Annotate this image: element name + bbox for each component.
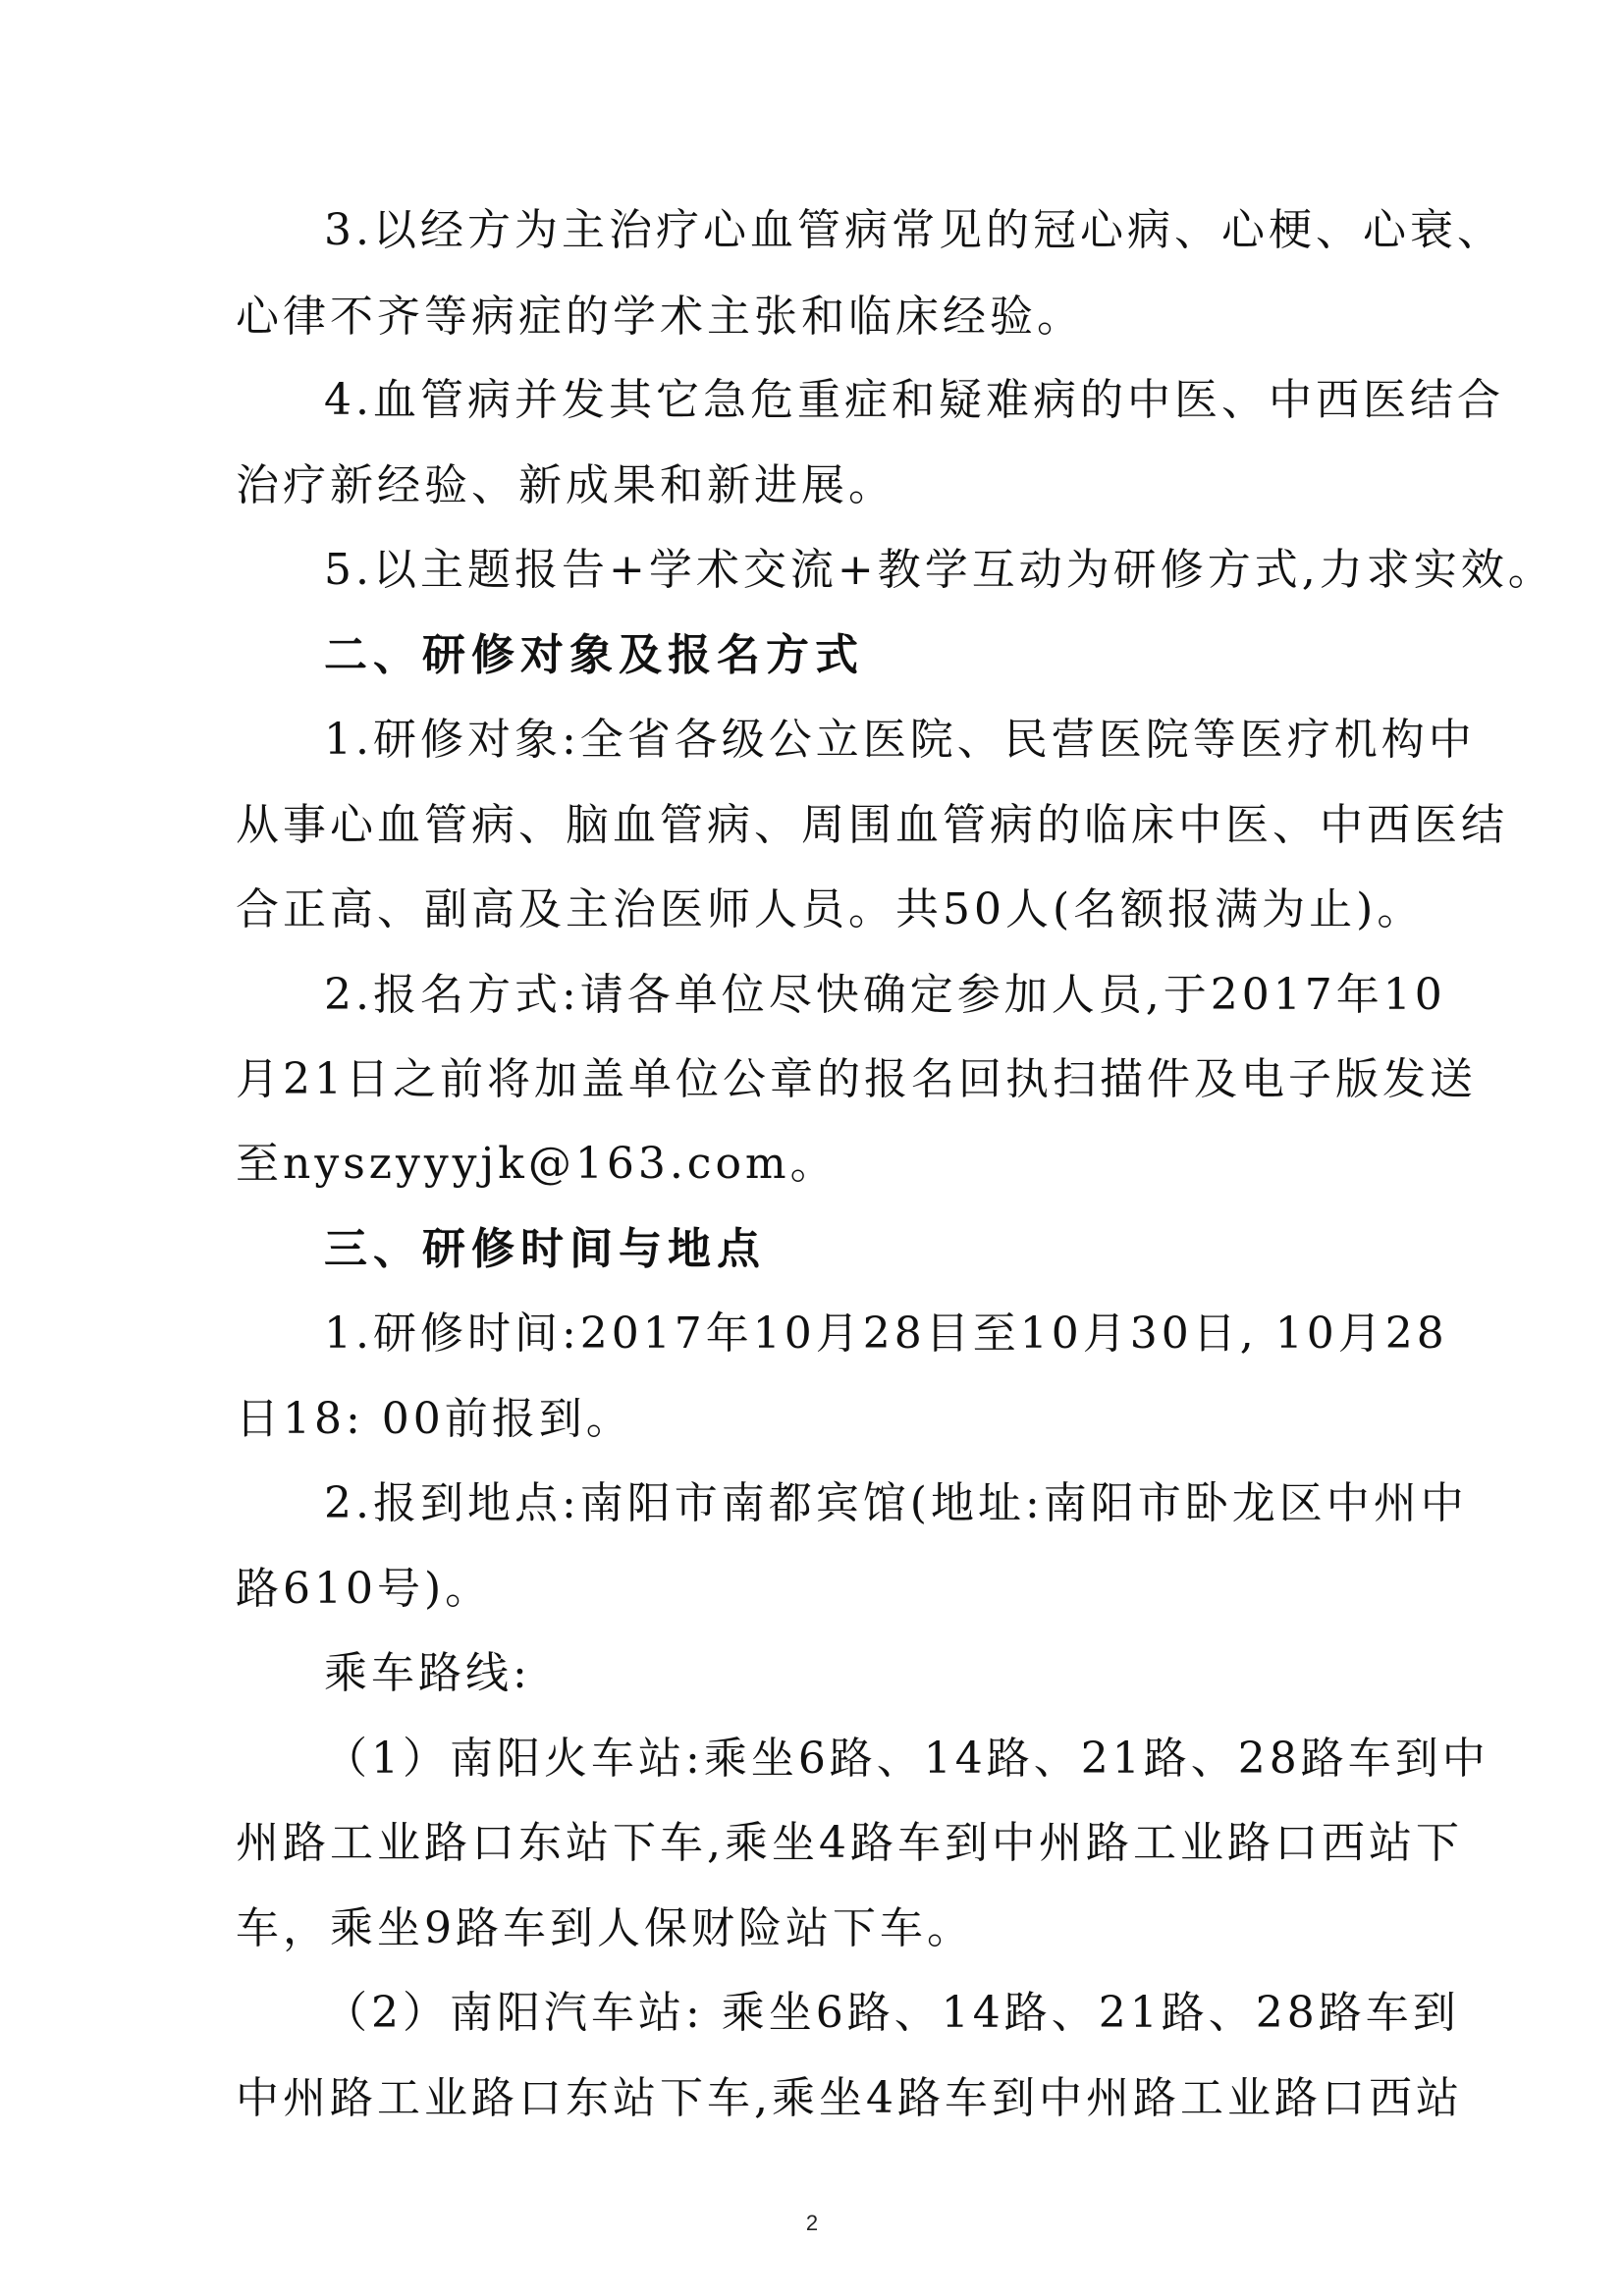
- text-line-location: 2.报到地点:南阳市南都宾馆(地址:南阳市卧龙区中州中: [324, 1478, 1468, 1528]
- text-line-route-1: （1）南阳火车站:乘坐6路、14路、21路、28路车到中: [324, 1734, 1489, 1784]
- text-line-time: 1.研修时间:2017年10月28目至10月30日, 10月28: [324, 1308, 1448, 1359]
- text-line-route-2: （2）南阳汽车站: 乘坐6路、14路、21路、28路车到: [324, 1988, 1460, 2038]
- text-line-item-4: 4.血管病并发其它急危重症和疑难病的中医、中西医结合: [324, 375, 1504, 425]
- text-line-target: 1.研修对象:全省各级公立医院、民营医院等医疗机构中: [324, 715, 1476, 765]
- text-line-target-cont-1: 从事心血管病、脑血管病、周围血管病的临床中医、中西医结: [236, 800, 1508, 850]
- text-line-location-cont: 路610号)。: [236, 1564, 493, 1614]
- text-line-route-1-cont-1: 州路工业路口东站下车,乘坐4路车到中州路工业路口西站下: [236, 1818, 1463, 1868]
- section-heading-3: 三、研修时间与地点: [324, 1224, 766, 1274]
- page-number: 2: [805, 2211, 819, 2235]
- text-line-target-cont-2: 合正高、副高及主治医师人员。共50人(名额报满为止)。: [236, 884, 1425, 934]
- text-line-registration-email: 至nyszyyyjk@163.com。: [236, 1139, 838, 1189]
- text-line-registration: 2.报名方式:请各单位尽快确定参加人员,于2017年10: [324, 970, 1446, 1020]
- text-line-item-5: 5.以主题报告+学术交流+教学互动为研修方式,力求实效。: [324, 545, 1555, 595]
- text-line-item-3-cont: 心律不齐等病症的学术主张和临床经验。: [236, 292, 1084, 342]
- section-heading-2: 二、研修对象及报名方式: [324, 630, 864, 680]
- text-line-registration-cont-1: 月21日之前将加盖单位公章的报名回执扫描件及电子版发送: [236, 1054, 1477, 1104]
- text-line-item-4-cont: 治疗新经验、新成果和新进展。: [236, 460, 895, 510]
- text-line-routes-label: 乘车路线:: [324, 1648, 531, 1698]
- text-line-time-cont: 日18: 00前报到。: [236, 1394, 633, 1444]
- text-line-route-1-cont-2: 车，乘坐9路车到人保财险站下车。: [236, 1903, 974, 1953]
- text-line-route-2-cont-1: 中州路工业路口东站下车,乘坐4路车到中州路工业路口西站: [236, 2073, 1463, 2123]
- text-line-item-3: 3.以经方为主治疗心血管病常见的冠心病、心梗、心衰、: [324, 205, 1504, 255]
